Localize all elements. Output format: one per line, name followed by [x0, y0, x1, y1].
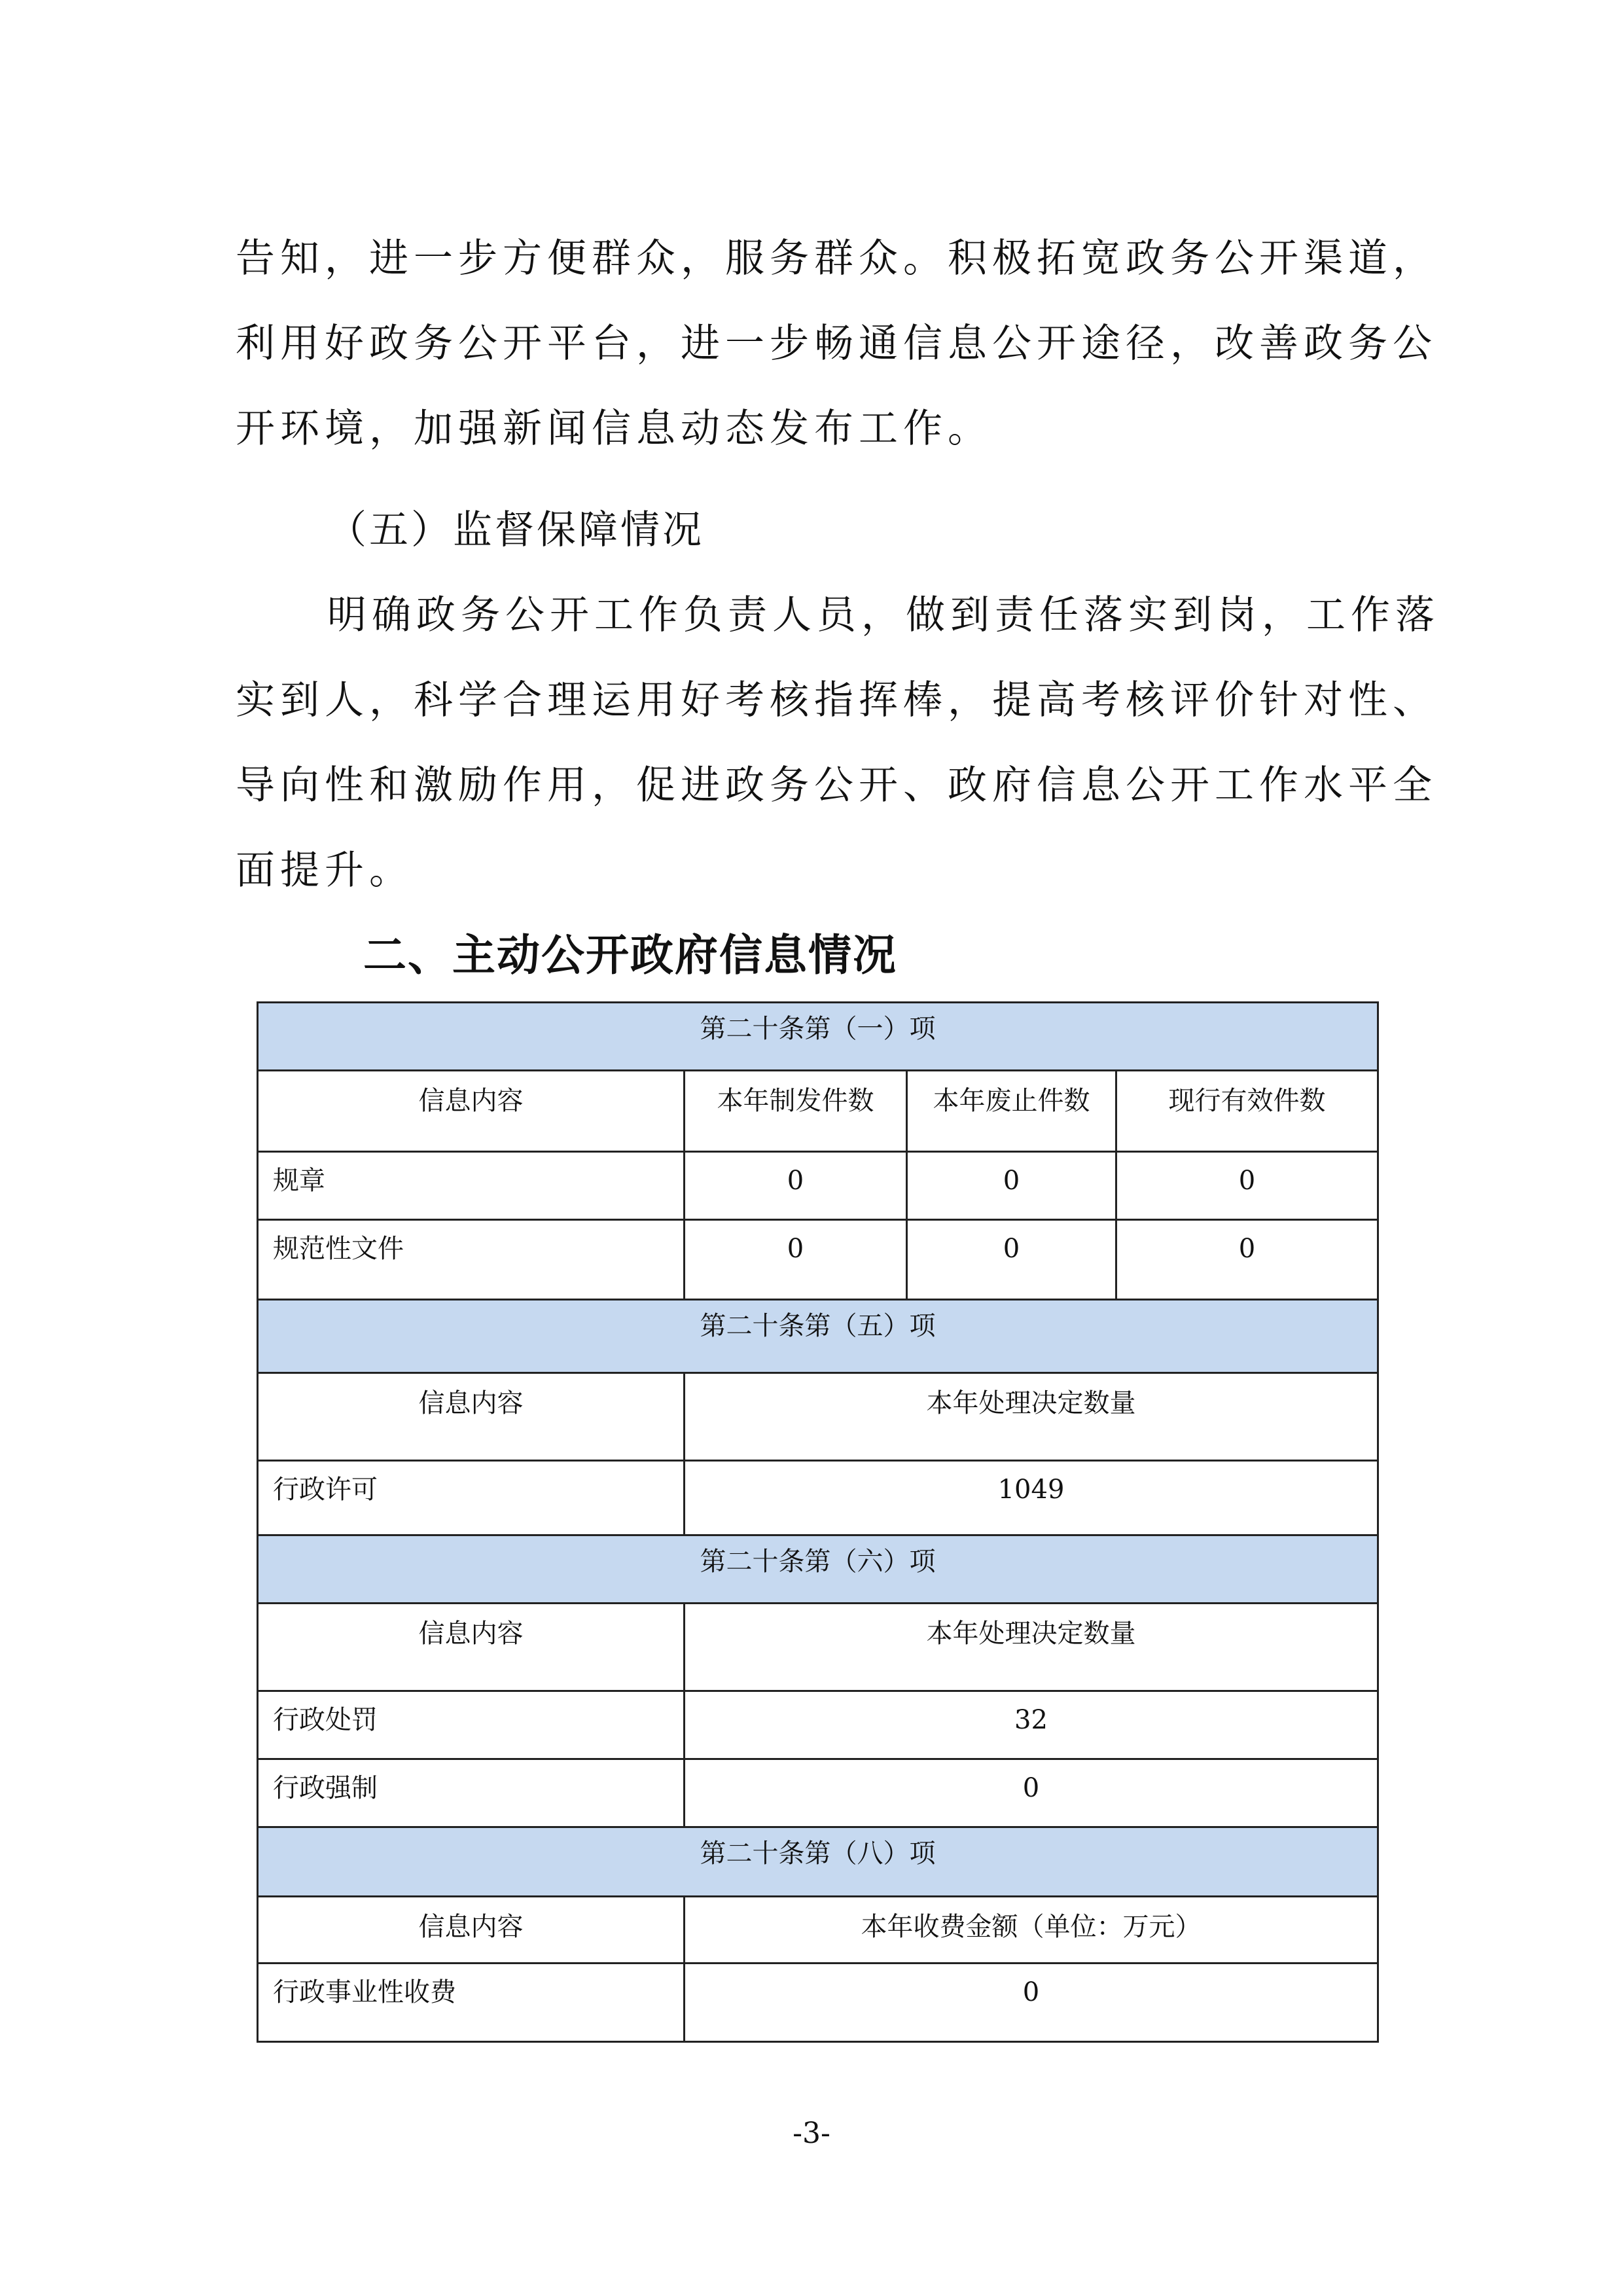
supervision-line-4: 面提升。: [236, 848, 414, 893]
article8-header-row: [258, 1827, 1378, 1897]
intro-line-1: 告知，进一步方便群众，服务群众。积极拓宽政务公开渠道，: [236, 236, 1437, 281]
row-label: 行政强制: [258, 1759, 685, 1827]
table-row: [258, 1759, 1378, 1827]
decision-count: 1049: [685, 1461, 1378, 1535]
intro-line-2: 利用好政务公开平台，进一步畅通信息公开途径，改善政务公: [236, 321, 1437, 367]
article8-col-fee: 本年收费金额（单位：万元）: [685, 1897, 1378, 1964]
table-row: [258, 1461, 1378, 1535]
table-row: [258, 1691, 1378, 1759]
decision-count: 0: [685, 1759, 1378, 1827]
issued-count: 0: [685, 1152, 907, 1220]
issued-count: 0: [685, 1220, 907, 1300]
repealed-count: 0: [907, 1220, 1116, 1300]
subsection-heading: （五）监督保障情况: [327, 507, 704, 553]
table-row: [258, 1152, 1378, 1220]
article5-column-row: [258, 1373, 1378, 1461]
article8-title: 第二十条第（八）项: [258, 1827, 1378, 1897]
intro-line-3: 开环境，加强新闻信息动态发布工作。: [236, 406, 992, 452]
fee-amount: 0: [685, 1964, 1378, 2042]
article8-column-row: [258, 1897, 1378, 1964]
article5-title: 第二十条第（五）项: [258, 1300, 1378, 1373]
row-label: 行政许可: [258, 1461, 685, 1535]
article1-col-content: 信息内容: [258, 1071, 685, 1152]
valid-count: 0: [1116, 1152, 1378, 1220]
article5-col-content: 信息内容: [258, 1373, 685, 1461]
disclosure-table: [257, 1001, 1379, 2043]
row-label: 行政事业性收费: [258, 1964, 685, 2042]
article6-header-row: [258, 1535, 1378, 1604]
article8-col-content: 信息内容: [258, 1897, 685, 1964]
row-label: 规章: [258, 1152, 685, 1220]
article6-title: 第二十条第（六）项: [258, 1535, 1378, 1604]
row-label: 行政处罚: [258, 1691, 685, 1759]
article1-column-row: [258, 1071, 1378, 1152]
supervision-line-1: 明确政务公开工作负责人员，做到责任落实到岗，工作落: [327, 592, 1440, 638]
row-label: 规范性文件: [258, 1220, 685, 1300]
supervision-line-2: 实到人，科学合理运用好考核指挥棒，提高考核评价针对性、: [236, 677, 1437, 723]
repealed-count: 0: [907, 1152, 1116, 1220]
article6-col-count: 本年处理决定数量: [685, 1604, 1378, 1691]
article1-col-repealed: 本年废止件数: [907, 1071, 1116, 1152]
article1-col-issued: 本年制发件数: [685, 1071, 907, 1152]
valid-count: 0: [1116, 1220, 1378, 1300]
section-title: 二、主动公开政府信息情况: [363, 930, 897, 980]
table-row: [258, 1220, 1378, 1300]
decision-count: 32: [685, 1691, 1378, 1759]
article1-col-valid: 现行有效件数: [1116, 1071, 1378, 1152]
supervision-line-3: 导向性和激励作用，促进政务公开、政府信息公开工作水平全: [236, 762, 1437, 808]
article1-header-row: [258, 1003, 1378, 1071]
page-number: -3-: [793, 2117, 830, 2150]
table-row: [258, 1964, 1378, 2042]
article6-column-row: [258, 1604, 1378, 1691]
article6-col-content: 信息内容: [258, 1604, 685, 1691]
article1-title: 第二十条第（一）项: [258, 1003, 1378, 1071]
article5-col-count: 本年处理决定数量: [685, 1373, 1378, 1461]
article5-header-row: [258, 1300, 1378, 1373]
